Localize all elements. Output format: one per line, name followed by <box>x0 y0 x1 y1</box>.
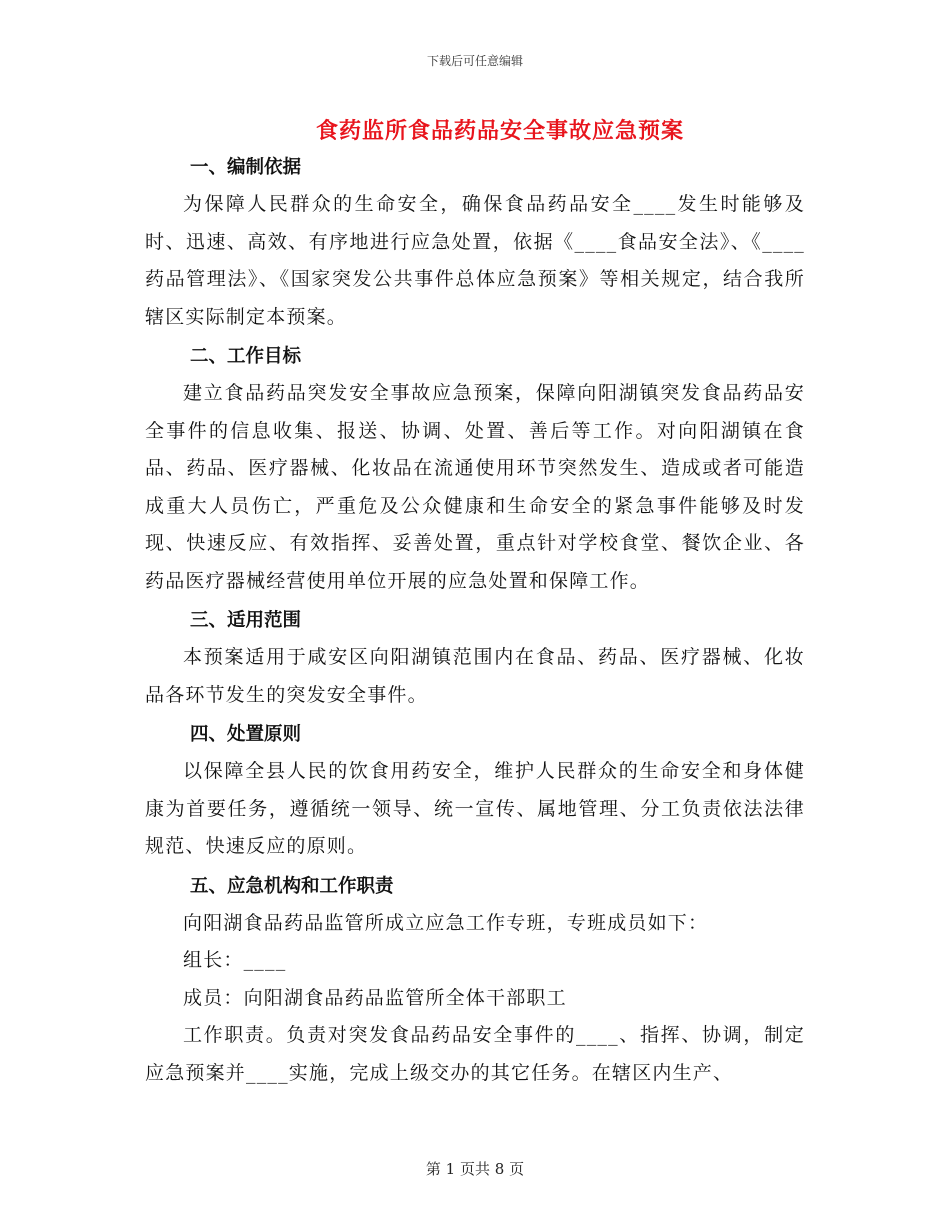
paragraph: 建立食品药品突发安全事故应急预案，保障向阳湖镇突发食品药品安全事件的信息收集、报送、协调、处置、善后等工作。对向阳湖镇在食品、药品、医疗器械、化妆品在流通使用环节突然发生、造成或者可能造成重大人员伤亡，严重危及公众健康和生命安全的紧急事件能够及时发现、快速反应、有效指挥、妥善处置，重点针对学校食堂、餐饮企业、各药品医疗器械经营使用单位开展的应急处置和保障工作。 <box>145 382 805 592</box>
section-heading: 一、编制依据 <box>190 157 302 178</box>
paragraph: 本预案适用于咸安区向阳湖镇范围内在食品、药品、医疗器械、化妆品各环节发生的突发安全事件。 <box>145 646 805 706</box>
section-compilation-basis <box>145 150 805 336</box>
section-organization-duties <box>145 869 805 1093</box>
team-members-line: 成员：向阳湖食品药品监管所全体干部职工 <box>183 986 567 1009</box>
section-heading: 四、处置原则 <box>190 724 302 745</box>
section-heading: 五、应急机构和工作职责 <box>190 875 394 897</box>
section-work-goals <box>145 339 805 600</box>
section-heading: 二、工作目标 <box>190 346 302 367</box>
section-scope <box>145 603 805 714</box>
page-header-note: 下载后可任意编辑 <box>426 54 523 68</box>
paragraph: 以保障全县人民的饮食用药安全，维护人民群众的生命安全和身体健康为首要任务，遵循统一领导、统一宣传、属地管理、分工负责依法法律规范、快速反应的原则。 <box>145 760 805 857</box>
team-leader-line: 组长：____ <box>183 949 287 971</box>
paragraph: 向阳湖食品药品监管所成立应急工作专班，专班成员如下： <box>183 911 709 934</box>
section-heading: 三、适用范围 <box>190 610 302 631</box>
section-principles <box>145 717 805 866</box>
paragraph: 为保障人民群众的生命安全，确保食品药品安全____发生时能够及时、迅速、高效、有序地进行应急处置，依据《____食品安全法》、《____药品管理法》、《国家突发公共事件总体应急预案》等相关规定，结合我所辖区实际制定本预案。 <box>145 193 805 328</box>
document-title: 食药监所食品药品安全事故应急预案 <box>315 118 684 144</box>
page-number: 第 1 页共 8 页 <box>425 1160 525 1178</box>
paragraph: 工作职责。负责对突发食品药品安全事件的____、指挥、协调，制定应急预案并____实施，完成上级交办的其它任务。在辖区内生产、 <box>145 1024 805 1084</box>
document-body <box>145 150 805 1092</box>
